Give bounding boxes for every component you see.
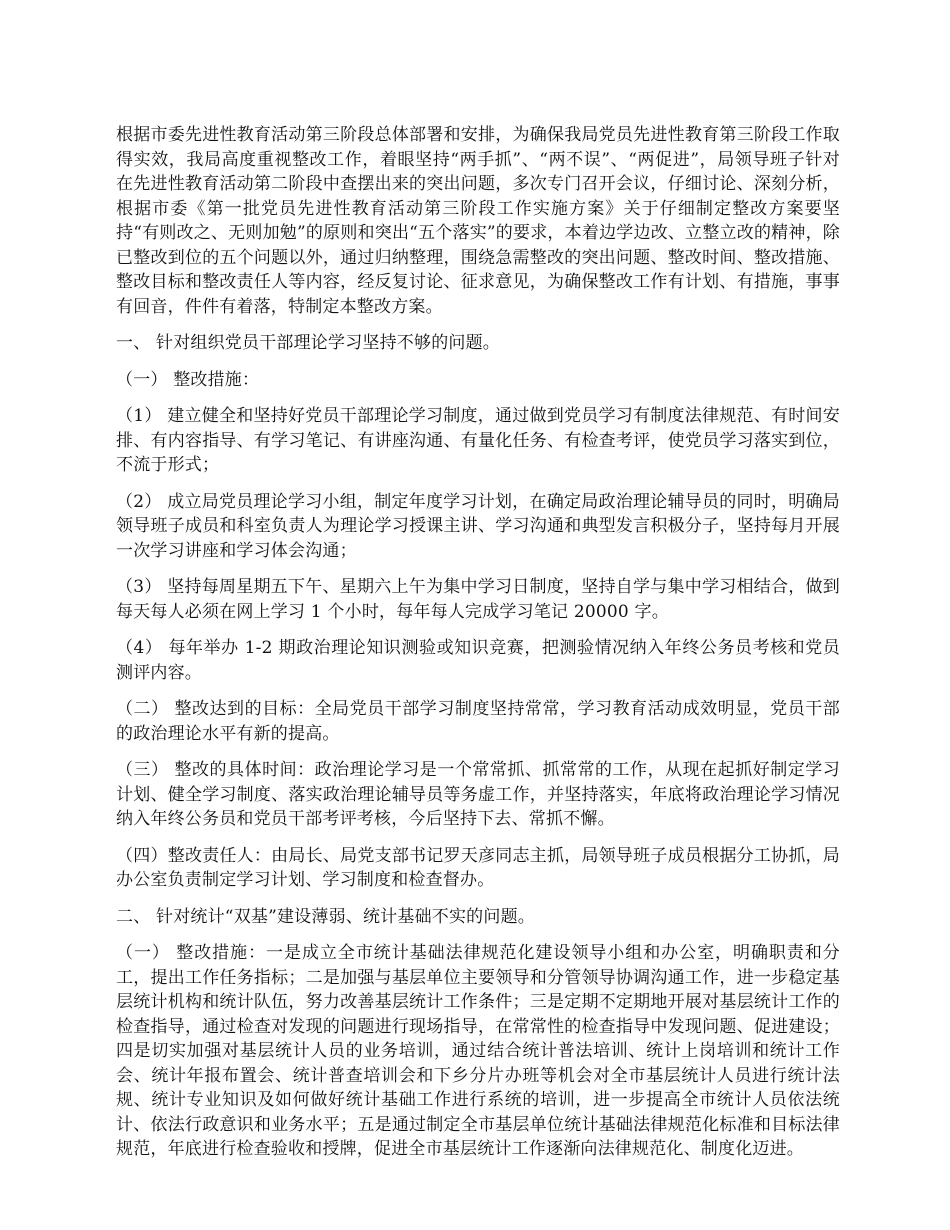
- subsection-heading-measures: （一） 整改措施：: [116, 369, 260, 390]
- section-heading-1: 一、 针对组织党员干部理论学习坚持不够的问题。: [116, 333, 501, 353]
- section-heading-2: 二、 针对统计“双基”建设薄弱、统计基础不实的问题。: [116, 906, 535, 927]
- measure-item-1: （1） 建立健全和坚持好党员干部理论学习制度，通过做到党员学习有制度法律规范、有时间安排、有内容指导、有学习笔记、有讲座沟通、有量化任务、有检查考评，使党员学习落实到位，不流于形式；: [116, 406, 840, 475]
- section-2-measures: （一） 整改措施：一是成立全市统计基础法律规范化建设领导小组和办公室，明确职责和分工，提出工作任务指标；二是加强与基层单位主要领导和分管领导协调沟通工作，进一步稳定基层统计机构和统计队伍，努力改善基层统计工作条件；三是定期不定期地开展对基层统计工作的检查指导，通过检查对发现的问题进行现场指导，在常常性的检查指导中发现问题、促进建设；四是切实加强对基层统计人员的业务培训，通过结合统计普法培训、统计上岗培训和统计工作会、统计年报布置会、统计普查培训会和下乡分片办班等机会对全市基层统计人员进行统计法规、统计专业知识及如何做好统计基础工作进行系统的培训，进一步提高全市统计人员依法统计、依法行政意识和业务水平；五是通过制定全市基层单位统计基础法律规范化标准和目标法律规范，年底进行检查验收和授牌，促进全市基层统计工作逐渐向法律规范化、制度化迈进。: [116, 943, 840, 1159]
- measure-item-2: （2） 成立局党员理论学习小组，制定年度学习计划，在确定局政治理论辅导员的同时，明确局领导班子成员和科室负责人为理论学习授课主讲、学习沟通和典型发言积极分子，坚持每月开展一次学习讲座和学习体会沟通；: [116, 491, 840, 561]
- subsection-goal: （二） 整改达到的目标：全局党员干部学习制度坚持常常，学习教育活动成效明显，党员干部的政治理论水平有新的提高。: [116, 699, 840, 744]
- subsection-timeline: （三） 整改的具体时间：政治理论学习是一个常常抓、抓常常的工作，从现在起抓好制定学习计划、健全学习制度、落实政治理论辅导员等务虚工作，并坚持落实，年底将政治理论学习情况纳入年终公务员和党员干部考评考核，今后坚持下去、常抓不懈。: [116, 760, 840, 829]
- intro-paragraph: 根据市委先进性教育活动第三阶段总体部署和安排，为确保我局党员先进性教育第三阶段工作取得实效，我局高度重视整改工作，着眼坚持“两手抓”、“两不误”、“两促进”，局领导班子针对在先进性教育活动第二阶段中查摆出来的突出问题，多次专门召开会议，仔细讨论、深刻分析，根据市委《第一批党员先进性教育活动第三阶段工作实施方案》关于仔细制定整改方案要坚持“有则改之、无则加勉”的原则和突出“五个落实”的要求，本着边学边改、立整立改的精神，除已整改到位的五个问题以外，通过归纳整理，围绕急需整改的突出问题、整改时间、整改措施、整改目标和整改责任人等内容，经反复讨论、征求意见，为确保整改工作有计划、有措施，事事有回音，件件有着落，特制定本整改方案。: [116, 125, 840, 317]
- subsection-responsible: （四）整改责任人：由局长、局党支部书记罗天彦同志主抓，局领导班子成员根据分工协抓，局办公室负责制定学习计划、学习制度和检查督办。: [116, 845, 840, 890]
- measure-item-3: （3） 坚持每周星期五下午、星期六上午为集中学习日制度，坚持自学与集中学习相结合，做到每天每人必须在网上学习 1 个小时，每年每人完成学习笔记 20000 字。: [116, 577, 840, 622]
- document-body: [116, 123, 840, 1174]
- measure-item-4: （4） 每年举办 1-2 期政治理论知识测验或知识竞赛，把测验情况纳入年终公务员考核和党员测评内容。: [116, 638, 840, 683]
